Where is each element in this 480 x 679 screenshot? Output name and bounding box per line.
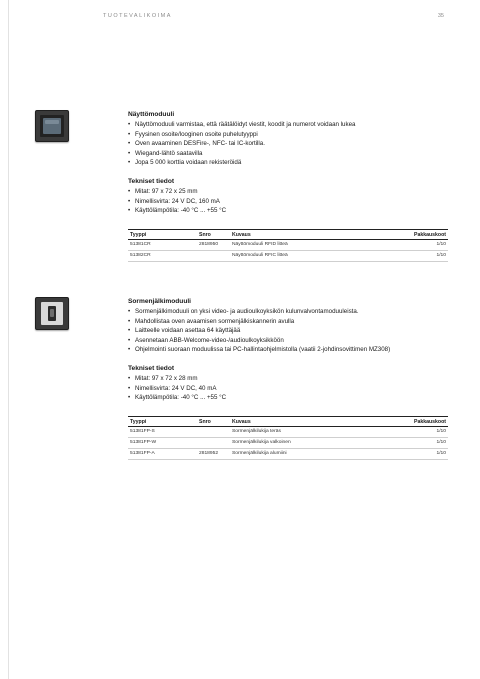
feature-item: • Sormenjälkimoduuli on yksi video- ja audioulkoyksikön kulunvalvontamoduuleista. xyxy=(128,307,448,317)
column-header-snro: Snro xyxy=(197,229,230,240)
feature-list xyxy=(128,120,448,168)
cell-type: 51381FP-S xyxy=(128,427,197,438)
spec-item: • Käyttölämpötila: -40 °C ... +55 °C xyxy=(128,393,448,403)
spec-item: • Nimellisvirta: 24 V DC, 160 mA xyxy=(128,197,448,207)
cell-snro: 2818950 xyxy=(197,240,230,251)
cell-type: 51381FP-W xyxy=(128,438,197,449)
section-fingerprint-module xyxy=(128,297,448,460)
cell-package: 1/10 xyxy=(380,240,448,251)
feature-item: • Laitteelle voidaan asettaa 64 käyttäjää xyxy=(128,326,448,336)
cell-package: 1/10 xyxy=(380,449,448,460)
section-title: Näyttömoduuli xyxy=(128,111,175,118)
page-number: 35 xyxy=(437,13,444,19)
column-header-package: Pakkauskoot xyxy=(380,416,448,427)
cell-snro xyxy=(197,251,230,262)
column-header-description: Kuvaus xyxy=(230,416,380,427)
fingerprint-sensor xyxy=(48,306,56,321)
fingerprint-module-frame xyxy=(41,302,63,325)
page-border-line xyxy=(8,0,9,679)
table-header-row xyxy=(128,416,448,427)
table-row xyxy=(128,449,448,460)
feature-item: • Oven avaaminen DESFire-, NFC- tai IC-kortilla. xyxy=(128,139,448,149)
cell-snro xyxy=(197,438,230,449)
spec-item: • Mitat: 97 x 72 x 25 mm xyxy=(128,187,448,197)
cell-snro: 2818952 xyxy=(197,449,230,460)
table-row xyxy=(128,427,448,438)
cell-description: Näyttömoduuli RFID litteä xyxy=(230,240,380,251)
feature-item: • Näyttömoduuli varmistaa, että räätälöidyt viestit, koodit ja numerot voidaan lukea xyxy=(128,120,448,130)
section-display-module xyxy=(128,110,448,262)
cell-snro xyxy=(197,427,230,438)
cell-package: 1/10 xyxy=(380,438,448,449)
product-table xyxy=(128,416,448,461)
product-table xyxy=(128,229,448,263)
feature-list xyxy=(128,307,448,355)
spec-item: • Mitat: 97 x 72 x 28 mm xyxy=(128,374,448,384)
feature-item: • Wiegand-lähtö saatavilla xyxy=(128,149,448,159)
cell-type: 51381CR xyxy=(128,240,197,251)
cell-description: Sormenjälkilukija alumiini xyxy=(230,449,380,460)
feature-item: • Asennetaan ABB-Welcome-video-/audioulkoyksikköön xyxy=(128,336,448,346)
column-header-type: Tyyppi xyxy=(128,229,197,240)
cell-description: Sormenjälkilukija valkoinen xyxy=(230,438,380,449)
display-module-frame xyxy=(40,115,64,137)
specs-list xyxy=(128,374,448,403)
feature-item: • Jopa 5 000 korttia voidaan rekisteröidä xyxy=(128,158,448,168)
cell-description: Näyttömoduuli RFIC litteä xyxy=(230,251,380,262)
display-module-image xyxy=(35,110,69,142)
display-module-screen xyxy=(43,118,61,134)
table-row xyxy=(128,438,448,449)
table-row xyxy=(128,240,448,251)
spec-item: • Käyttölämpötila: -40 °C ... +55 °C xyxy=(128,206,448,216)
fingerprint-module-image xyxy=(35,297,69,330)
table-row xyxy=(128,251,448,262)
header-title: TUOTEVALIKOIMA xyxy=(103,13,172,19)
cell-package: 1/10 xyxy=(380,427,448,438)
feature-item: • Mahdollistaa oven avaamisen sormenjälkiskannerin avulla xyxy=(128,317,448,327)
section-title: Sormenjälkimoduuli xyxy=(128,298,192,305)
cell-type: 51381FP-A xyxy=(128,449,197,460)
specs-title: Tekniset tiedot xyxy=(128,177,175,185)
column-header-package: Pakkauskoot xyxy=(380,229,448,240)
feature-item: • Fyysinen osoite/looginen osoite puhelutyyppi xyxy=(128,130,448,140)
column-header-type: Tyyppi xyxy=(128,416,197,427)
feature-item: • Ohjelmointi suoraan moduulissa tai PC-hallintaohjelmistolla (vaatii 2-johdinsovittimen MZ308) xyxy=(128,345,448,355)
specs-title: Tekniset tiedot xyxy=(128,364,175,372)
cell-type: 51382CR xyxy=(128,251,197,262)
specs-list xyxy=(128,187,448,216)
cell-package: 1/10 xyxy=(380,251,448,262)
cell-description: Sormenjälkilukija teräs xyxy=(230,427,380,438)
table-header-row xyxy=(128,229,448,240)
column-header-description: Kuvaus xyxy=(230,229,380,240)
spec-item: • Nimellisvirta: 24 V DC, 40 mA xyxy=(128,384,448,394)
column-header-snro: Snro xyxy=(197,416,230,427)
